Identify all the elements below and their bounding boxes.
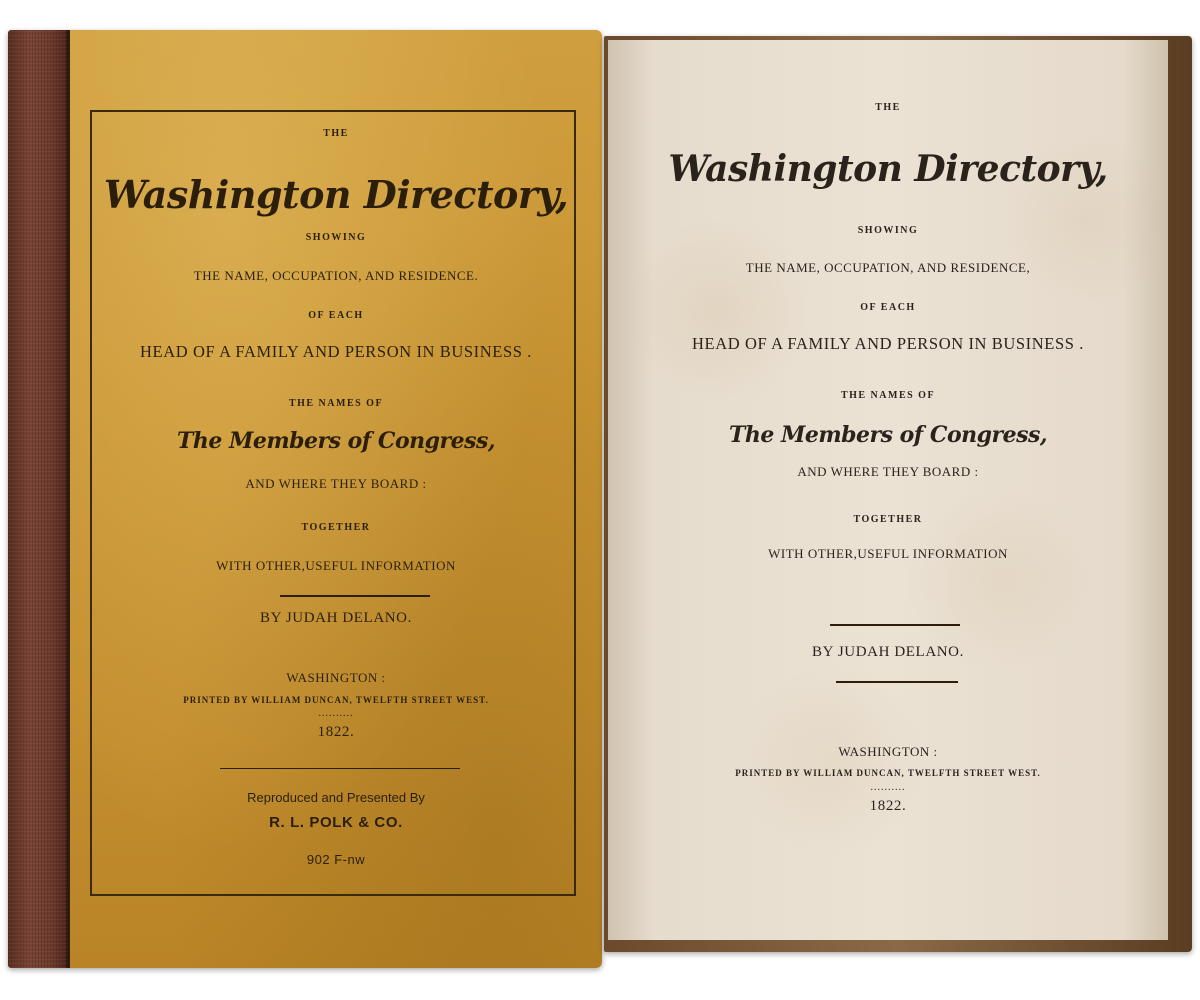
cover-address: 902 F-nw: [306, 852, 366, 867]
cover-names-of: THE NAMES OF: [288, 398, 384, 409]
cover-line-name-occupation: THE NAME, OCCUPATION, AND RESIDENCE.: [193, 268, 479, 283]
cover-author: BY JUDAH DELANO.: [260, 610, 412, 626]
book-spine: [8, 30, 70, 968]
page-title: Washington Directory,: [668, 148, 1108, 190]
page-rule-bottom: [836, 681, 958, 683]
page-names-of: THE NAMES OF: [840, 390, 936, 401]
page-city: WASHINGTON :: [838, 744, 938, 759]
cover-title: Washington Directory,: [103, 172, 569, 217]
title-page: [608, 40, 1168, 940]
book-cover: [8, 30, 602, 968]
page-showing: SHOWING: [857, 225, 919, 236]
cover-the: THE: [323, 128, 349, 139]
cover-where-they-board: AND WHERE THEY BOARD :: [245, 476, 427, 491]
cover-rule-bottom: [220, 768, 460, 769]
page-rule-top: [830, 624, 960, 626]
page-useful-information: WITH OTHER,USEFUL INFORMATION: [768, 546, 1008, 561]
book-open: [604, 36, 1192, 952]
page-line-head-of-family: HEAD OF A FAMILY AND PERSON IN BUSINESS .: [692, 334, 1084, 353]
cover-line-head-of-family: HEAD OF A FAMILY AND PERSON IN BUSINESS .: [140, 342, 532, 361]
page-printer: PRINTED BY WILLIAM DUNCAN, TWELFTH STREET WEST.: [735, 768, 1041, 778]
cover-together: TOGETHER: [301, 522, 371, 533]
title-page-text-block: [608, 40, 1168, 940]
cover-printer: PRINTED BY WILLIAM DUNCAN, TWELFTH STREET WEST.: [183, 695, 489, 705]
cover-publisher: R. L. POLK & CO.: [269, 814, 403, 831]
cover-dots: ..........: [318, 708, 354, 719]
cover-members-of-congress: The Members of Congress,: [176, 428, 496, 454]
page-dots: ..........: [870, 782, 906, 793]
page-where-they-board: AND WHERE THEY BOARD :: [797, 464, 979, 479]
cover-board: [70, 30, 602, 968]
page-members-of-congress: The Members of Congress,: [728, 422, 1048, 448]
cover-useful-information: WITH OTHER,USEFUL INFORMATION: [216, 558, 456, 573]
cover-reproduced: Reproduced and Presented By: [247, 790, 425, 805]
cover-of-each: OF EACH: [308, 310, 364, 321]
cover-rule-top: [280, 595, 430, 597]
cover-city: WASHINGTON :: [286, 670, 386, 685]
page-year: 1822.: [869, 798, 907, 814]
page-of-each: OF EACH: [860, 302, 916, 313]
page-author: BY JUDAH DELANO.: [812, 644, 964, 660]
page-the: THE: [875, 102, 901, 113]
cover-year: 1822.: [317, 724, 355, 740]
cover-showing: SHOWING: [305, 232, 367, 243]
page-line-name-occupation: THE NAME, OCCUPATION, AND RESIDENCE,: [745, 260, 1031, 275]
cover-text-block: [70, 30, 602, 968]
page-together: TOGETHER: [853, 514, 923, 525]
